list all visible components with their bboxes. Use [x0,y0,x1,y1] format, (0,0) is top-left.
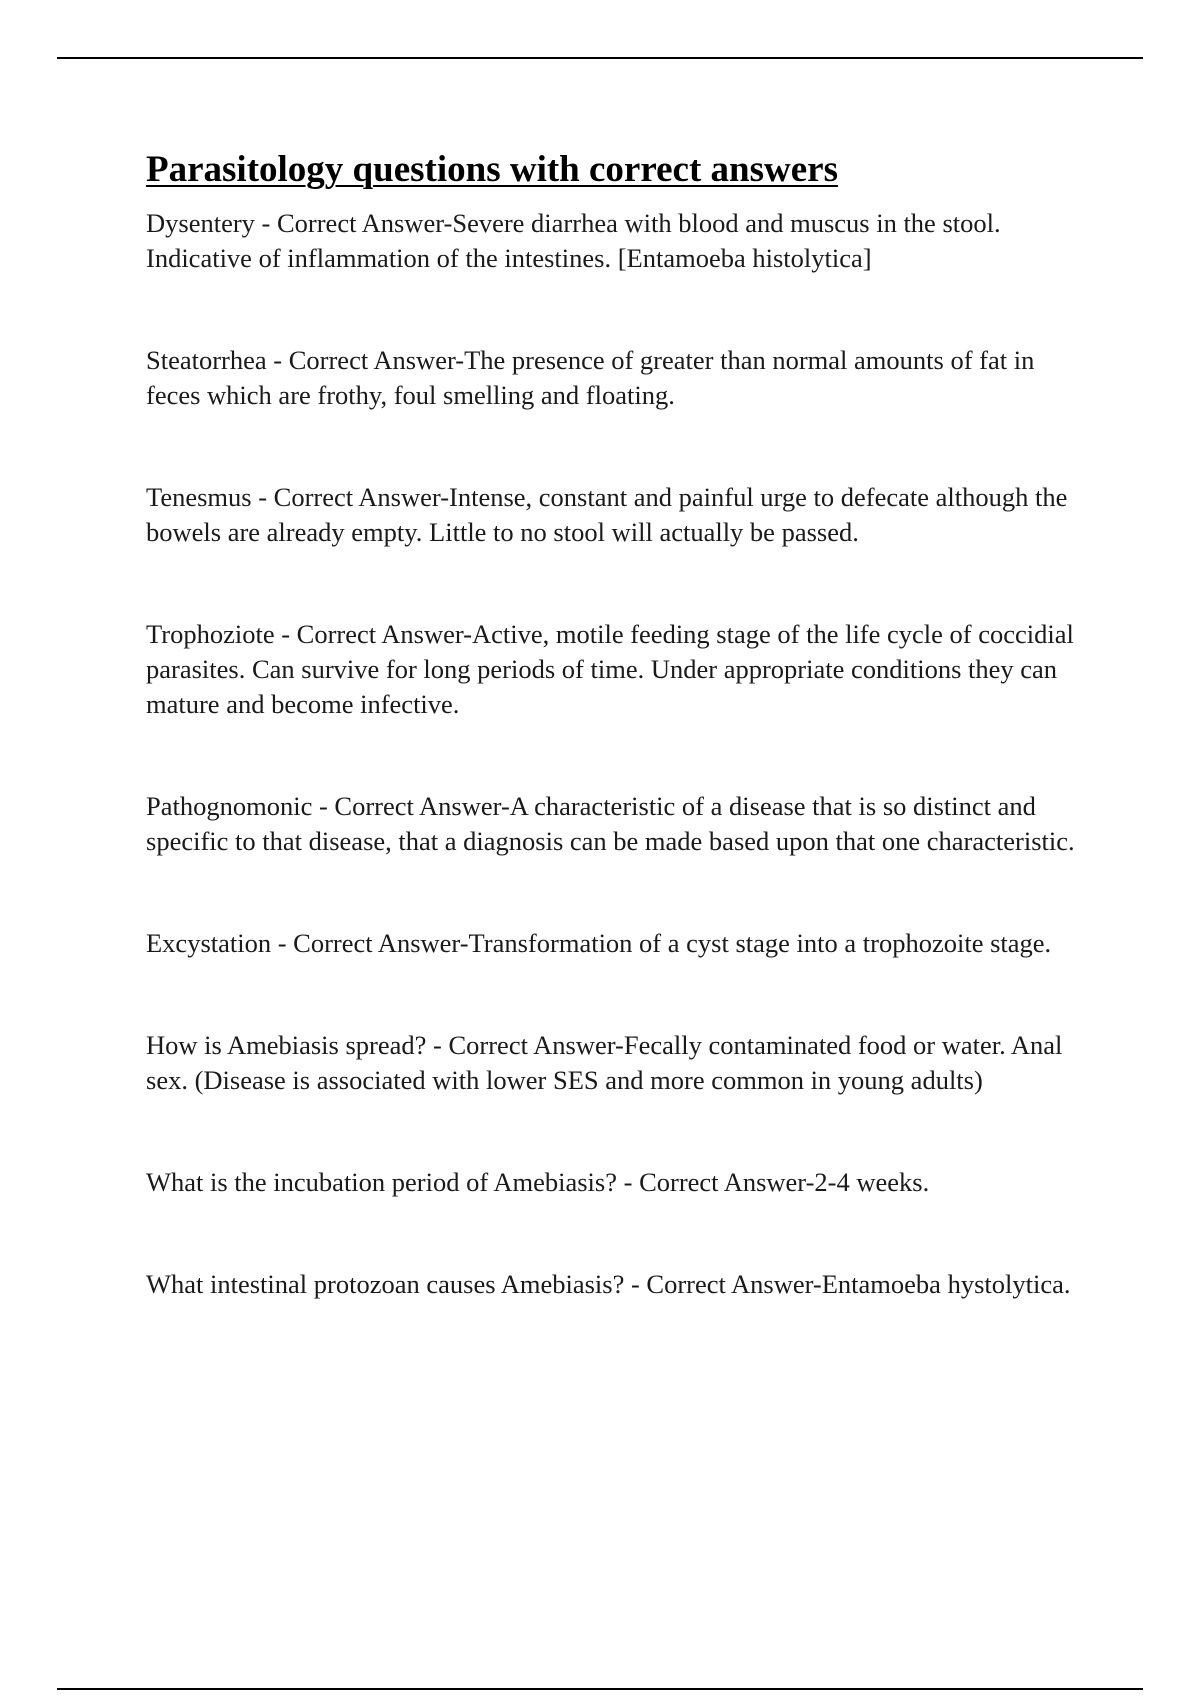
bottom-rule [57,1688,1143,1690]
qa-item-amebiasis-cause: What intestinal protozoan causes Amebiasis? - Correct Answer-Entamoeba hystolytica. [146,1269,1071,1299]
qa-item-tenesmus: Tenesmus - Correct Answer-Intense, constant and painful urge to defecate although the bowels are already empty. Little to no stool will actually be passed. [146,482,1068,547]
qa-item-steatorrhea: Steatorrhea - Correct Answer-The presence of greater than normal amounts of fat in feces which are frothy, foul smelling and floating. [146,345,1035,410]
document-title: Parasitology questions with correct answers [146,149,838,190]
qa-item-dysentery: Dysentery - Correct Answer-Severe diarrhea with blood and muscus in the stool. Indicative of inflammation of the intestines. [Entamoeba histolytica] [146,208,1001,273]
top-rule [57,57,1143,59]
page-content [146,146,1086,1369]
qa-item-pathognomonic: Pathognomonic - Correct Answer-A characteristic of a disease that is so distinct and specific to that disease, that a diagnosis can be made based upon that one characteristic. [146,791,1075,856]
qa-item-amebiasis-spread: How is Amebiasis spread? - Correct Answer-Fecally contaminated food or water. Anal sex. (Disease is associated with lower SES and more common in young adults) [146,1030,1063,1095]
qa-item-excystation: Excystation - Correct Answer-Transformation of a cyst stage into a trophozoite stage. [146,928,1052,958]
qa-list [146,206,1086,1302]
qa-item-amebiasis-incubation: What is the incubation period of Amebiasis? - Correct Answer-2-4 weeks. [146,1167,930,1197]
qa-item-trophozoite: Trophoziote - Correct Answer-Active, motile feeding stage of the life cycle of coccidial parasites. Can survive for long periods of time. Under appropriate conditions they can mature and become infective. [146,619,1074,719]
